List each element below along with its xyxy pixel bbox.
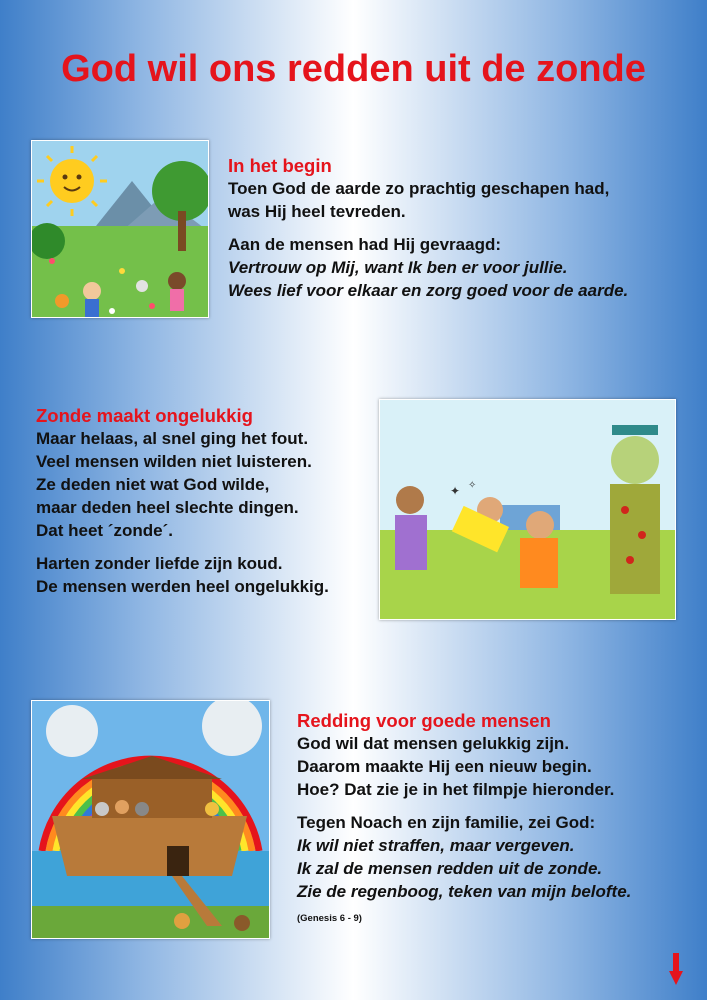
text-line: Aan de mensen had Hij gevraagd: bbox=[228, 235, 502, 254]
section-heading: In het begin bbox=[228, 155, 332, 176]
text-line: Maar helaas, al snel ging het fout. bbox=[36, 429, 309, 448]
ark-illustration bbox=[31, 700, 270, 939]
text-line: Hoe? Dat zie je in het filmpje hieronder. bbox=[297, 780, 615, 799]
text-line: Tegen Noach en zijn familie, zei God: bbox=[297, 813, 596, 832]
text-line: Veel mensen wilden niet luisteren. bbox=[36, 452, 312, 471]
text-line: De mensen werden heel ongelukkig. bbox=[36, 577, 329, 596]
quote-line: Ik zal de mensen redden uit de zonde. bbox=[297, 859, 603, 878]
section-sin bbox=[36, 405, 329, 598]
text-line: Harten zonder liefde zijn koud. bbox=[36, 554, 283, 573]
fighting-illustration bbox=[379, 399, 676, 620]
page-title: God wil ons redden uit de zonde bbox=[61, 48, 646, 90]
text-line: maar deden heel slechte dingen. bbox=[36, 498, 299, 517]
quote-line: Vertrouw op Mij, want Ik ben er voor jullie. bbox=[228, 258, 568, 277]
quote-line: Wees lief voor elkaar en zorg goed voor de aarde. bbox=[228, 281, 629, 300]
text-line: was Hij heel tevreden. bbox=[228, 202, 406, 221]
section-heading: Redding voor goede mensen bbox=[297, 710, 551, 731]
quote-line: Zie de regenboog, teken van mijn belofte. bbox=[297, 882, 632, 901]
text-line: Toen God de aarde zo prachtig geschapen had, bbox=[228, 179, 610, 198]
creation-illustration bbox=[31, 140, 209, 318]
text-line: God wil dat mensen gelukkig zijn. bbox=[297, 734, 570, 753]
text-line: Daarom maakte Hij een nieuw begin. bbox=[297, 757, 592, 776]
text-line: Ze deden niet wat God wilde, bbox=[36, 475, 270, 494]
svg-text:✧: ✧ bbox=[468, 480, 477, 491]
section-creation bbox=[228, 155, 628, 302]
svg-text:✦: ✦ bbox=[450, 484, 461, 498]
section-rescue bbox=[297, 710, 631, 924]
quote-line: Ik wil niet straffen, maar vergeven. bbox=[297, 836, 575, 855]
down-arrow-icon[interactable] bbox=[669, 953, 683, 985]
text-line: Dat heet ´zonde´. bbox=[36, 521, 173, 540]
section-heading: Zonde maakt ongelukkig bbox=[36, 405, 253, 426]
bible-reference: (Genesis 6 - 9) bbox=[297, 913, 362, 924]
